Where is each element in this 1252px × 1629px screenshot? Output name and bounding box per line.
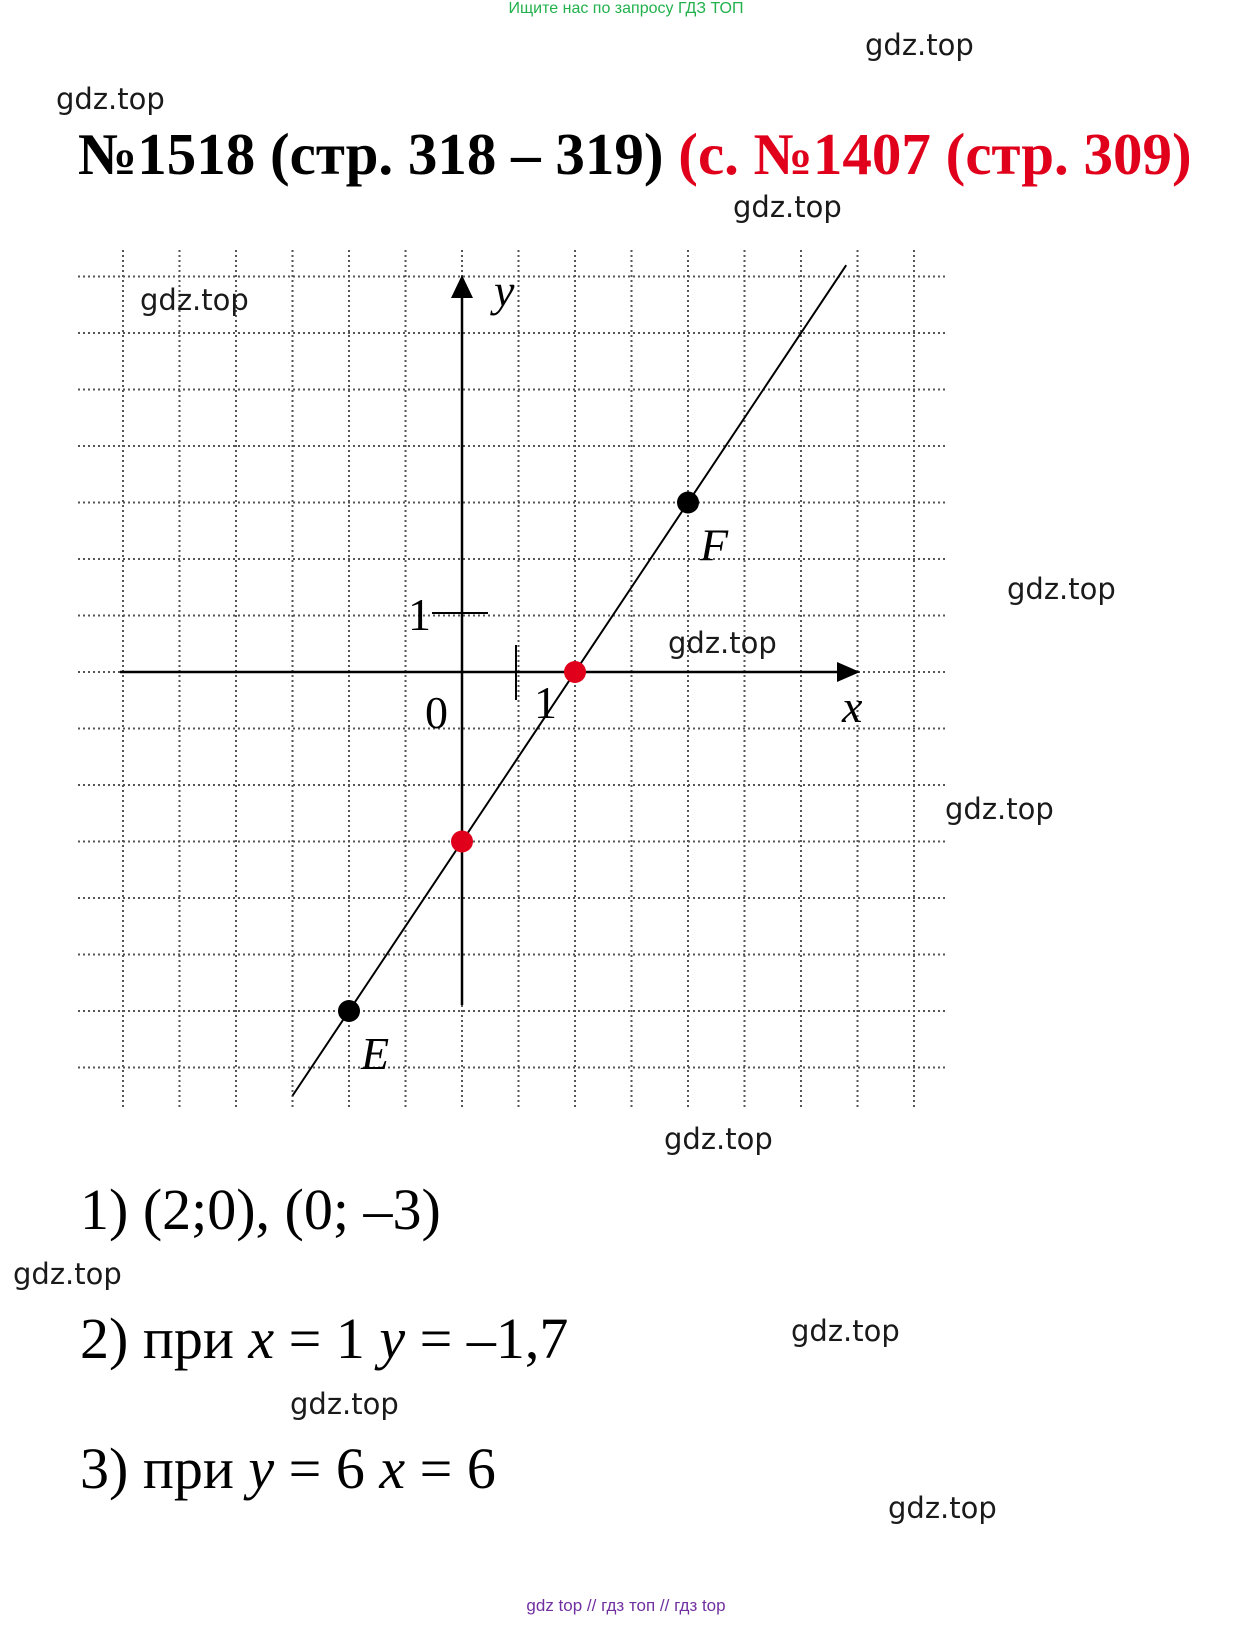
answer-3 xyxy=(80,1435,496,1502)
title-alt: (с. №1407 (стр. 309) xyxy=(678,121,1192,187)
answer-3-var-x: x xyxy=(379,1436,406,1501)
footer-links: gdz top // гдз топ // гдз top xyxy=(526,1596,726,1615)
answer-2-eq-2: = –1,7 xyxy=(405,1306,569,1371)
title-main: №1518 (стр. 318 – 319) xyxy=(78,121,664,187)
x-axis-label: x xyxy=(842,681,863,732)
watermark: gdz.top xyxy=(290,1387,399,1421)
watermark: gdz.top xyxy=(945,792,1054,826)
watermark: gdz.top xyxy=(733,190,842,224)
answer-3-eq-2: = 6 xyxy=(405,1436,496,1501)
grid xyxy=(78,250,945,1120)
answer-2-prefix: 2) при xyxy=(80,1306,249,1371)
point-F xyxy=(677,492,699,514)
answer-3-eq-1: = 6 xyxy=(274,1436,380,1501)
watermark: gdz.top xyxy=(1007,572,1116,606)
point-E xyxy=(338,1000,360,1022)
watermark: gdz.top xyxy=(56,82,165,116)
watermark: gdz.top xyxy=(668,626,777,660)
point-label-F: F xyxy=(700,519,729,571)
origin-label: 0 xyxy=(425,687,448,738)
page-title xyxy=(78,120,1192,189)
answer-3-prefix: 3) при xyxy=(80,1436,249,1501)
watermark: gdz.top xyxy=(888,1491,997,1525)
y-axis-label: y xyxy=(494,265,515,316)
watermark: gdz.top xyxy=(140,283,249,317)
answer-2 xyxy=(80,1305,568,1372)
intercept-point xyxy=(451,831,473,853)
watermark: gdz.top xyxy=(664,1122,773,1156)
point-label-E: E xyxy=(361,1028,390,1079)
intercept-point xyxy=(564,661,586,683)
coordinate-graph xyxy=(70,240,950,1120)
watermark: gdz.top xyxy=(865,28,974,62)
answer-3-var-y: y xyxy=(248,1436,275,1501)
watermark: gdz.top xyxy=(13,1257,122,1291)
answer-1: 1) (2;0), (0; –3) xyxy=(80,1177,441,1242)
unit-y-label: 1 xyxy=(408,589,431,640)
y-axis-arrow xyxy=(451,275,473,298)
unit-x-label: 1 xyxy=(534,677,557,728)
answer-2-var-x: x xyxy=(248,1306,275,1371)
watermark: gdz.top xyxy=(791,1314,900,1348)
answer-2-var-y: y xyxy=(379,1306,406,1371)
answer-2-eq-1: = 1 xyxy=(274,1306,380,1371)
search-hint: Ищите нас по запросу ГДЗ ТОП xyxy=(508,0,744,17)
